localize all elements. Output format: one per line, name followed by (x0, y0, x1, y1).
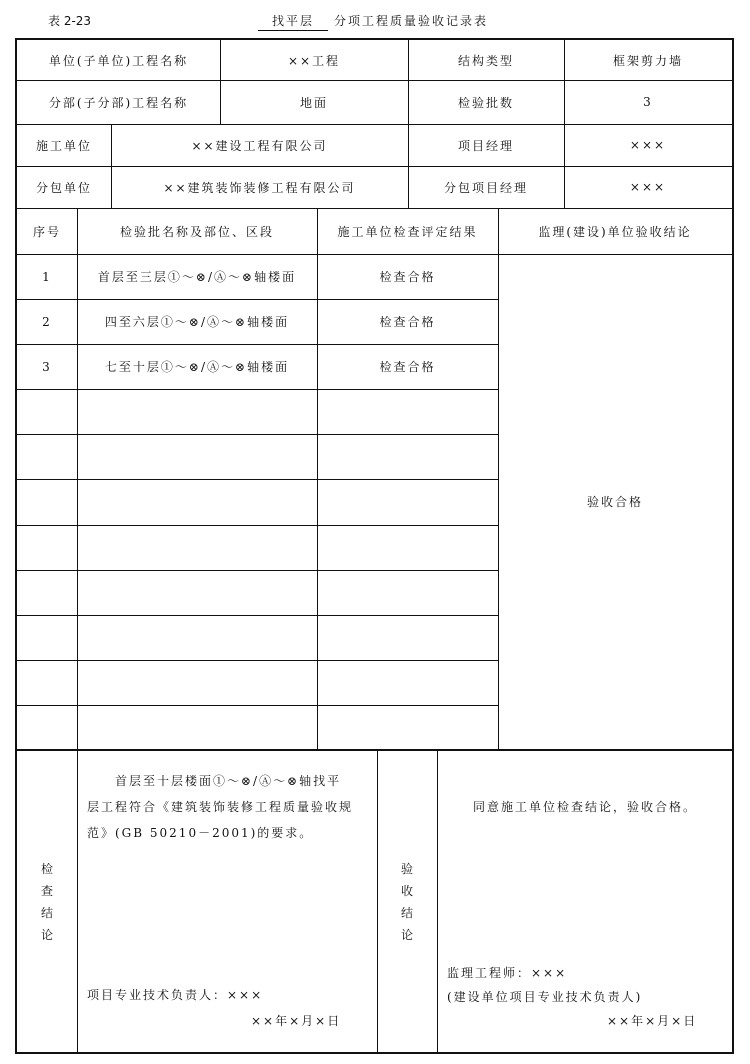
row-batch (77, 389, 317, 434)
row-number: 2 (42, 314, 52, 329)
row-batch: 四至六层①～⊗/Ⓐ～⊗轴楼面 (104, 315, 290, 329)
construction-unit-value: ××建设工程有限公司 (191, 138, 328, 153)
row-result: 检查合格 (379, 315, 436, 329)
row-number: 3 (42, 359, 52, 374)
row-result (317, 705, 498, 749)
sub-project-label: 分部(子分部)工程名称 (48, 95, 189, 110)
row-number (17, 525, 77, 570)
form-title (258, 12, 488, 31)
construction-unit-label: 施工单位 (35, 138, 92, 153)
row-batch (77, 615, 317, 660)
row-result: 检查合格 (379, 360, 436, 374)
row-result (317, 570, 498, 615)
row-batch (77, 434, 317, 479)
row-result (317, 434, 498, 479)
record-table (15, 38, 734, 1054)
acceptance-conclusion-text: 同意施工单位检查结论，验收合格。 (473, 800, 698, 814)
check-date: ××年×月×日 (251, 1014, 342, 1028)
structure-type-label: 结构类型 (457, 53, 514, 68)
batch-count-label: 检验批数 (457, 95, 514, 110)
project-manager-label: 项目经理 (457, 138, 514, 153)
page-header (0, 0, 750, 38)
row-result: 检查合格 (379, 270, 436, 284)
row-number: 1 (42, 269, 52, 284)
batch-count-value: 3 (643, 95, 653, 109)
row-number (17, 660, 77, 705)
check-conclusion-label: 检 查 结 论 (40, 862, 53, 942)
column-header-supervision: 监理(建设)单位验收结论 (538, 224, 692, 239)
row-result (317, 479, 498, 525)
column-header-result: 施工单位检查评定结果 (337, 224, 478, 239)
form-title-subitem: 找平层 (258, 12, 328, 31)
column-header-batch: 检验批名称及部位、区段 (119, 224, 274, 239)
check-conclusion-line-3: 范》(GB 50210－2001)的要求。 (87, 826, 314, 840)
row-number (17, 479, 77, 525)
check-conclusion-line-2: 层工程符合《建筑装饰装修工程质量验收规 (87, 800, 354, 814)
row-batch (77, 705, 317, 749)
acceptance-signer-note: (建设单位项目专业技术负责人) (447, 990, 643, 1004)
check-conclusion-text (87, 768, 372, 846)
acceptance-signer: 监理工程师：××× (447, 966, 568, 980)
row-number (17, 705, 77, 749)
supervision-result: 验收合格 (586, 495, 643, 509)
subcontract-unit-label: 分包单位 (35, 180, 92, 195)
row-result (317, 525, 498, 570)
acceptance-date: ××年×月×日 (607, 1014, 698, 1028)
form-title-rest: 分项工程质量验收记录表 (334, 14, 489, 28)
project-manager-value: ××× (629, 138, 667, 152)
table-number: 表 2-23 (48, 14, 92, 28)
structure-type-value: 框架剪力墙 (612, 53, 683, 68)
subcontract-unit-value: ××建筑装饰装修工程有限公司 (163, 180, 356, 195)
row-batch (77, 660, 317, 705)
unit-project-value: ××工程 (287, 53, 341, 68)
row-result (317, 660, 498, 705)
row-number (17, 389, 77, 434)
unit-project-label: 单位(子单位)工程名称 (48, 53, 189, 68)
row-batch: 首层至三层①～⊗/Ⓐ～⊗轴楼面 (97, 270, 297, 284)
check-conclusion-line-1: 首层至十层楼面①～⊗/Ⓐ～⊗轴找平 (115, 774, 342, 788)
row-batch (77, 570, 317, 615)
check-signer: 项目专业技术负责人：××× (87, 988, 264, 1002)
row-number (17, 434, 77, 479)
subcontract-manager-value: ××× (629, 180, 667, 194)
column-header-no: 序号 (32, 224, 61, 239)
row-number (17, 615, 77, 660)
row-batch (77, 479, 317, 525)
row-result (317, 389, 498, 434)
row-result (317, 615, 498, 660)
acceptance-conclusion-label: 验 收 结 论 (400, 862, 413, 942)
row-batch: 七至十层①～⊗/Ⓐ～⊗轴楼面 (104, 360, 290, 374)
subcontract-manager-label: 分包项目经理 (443, 180, 528, 195)
row-number (17, 570, 77, 615)
sub-project-value: 地面 (299, 95, 328, 110)
row-batch (77, 525, 317, 570)
